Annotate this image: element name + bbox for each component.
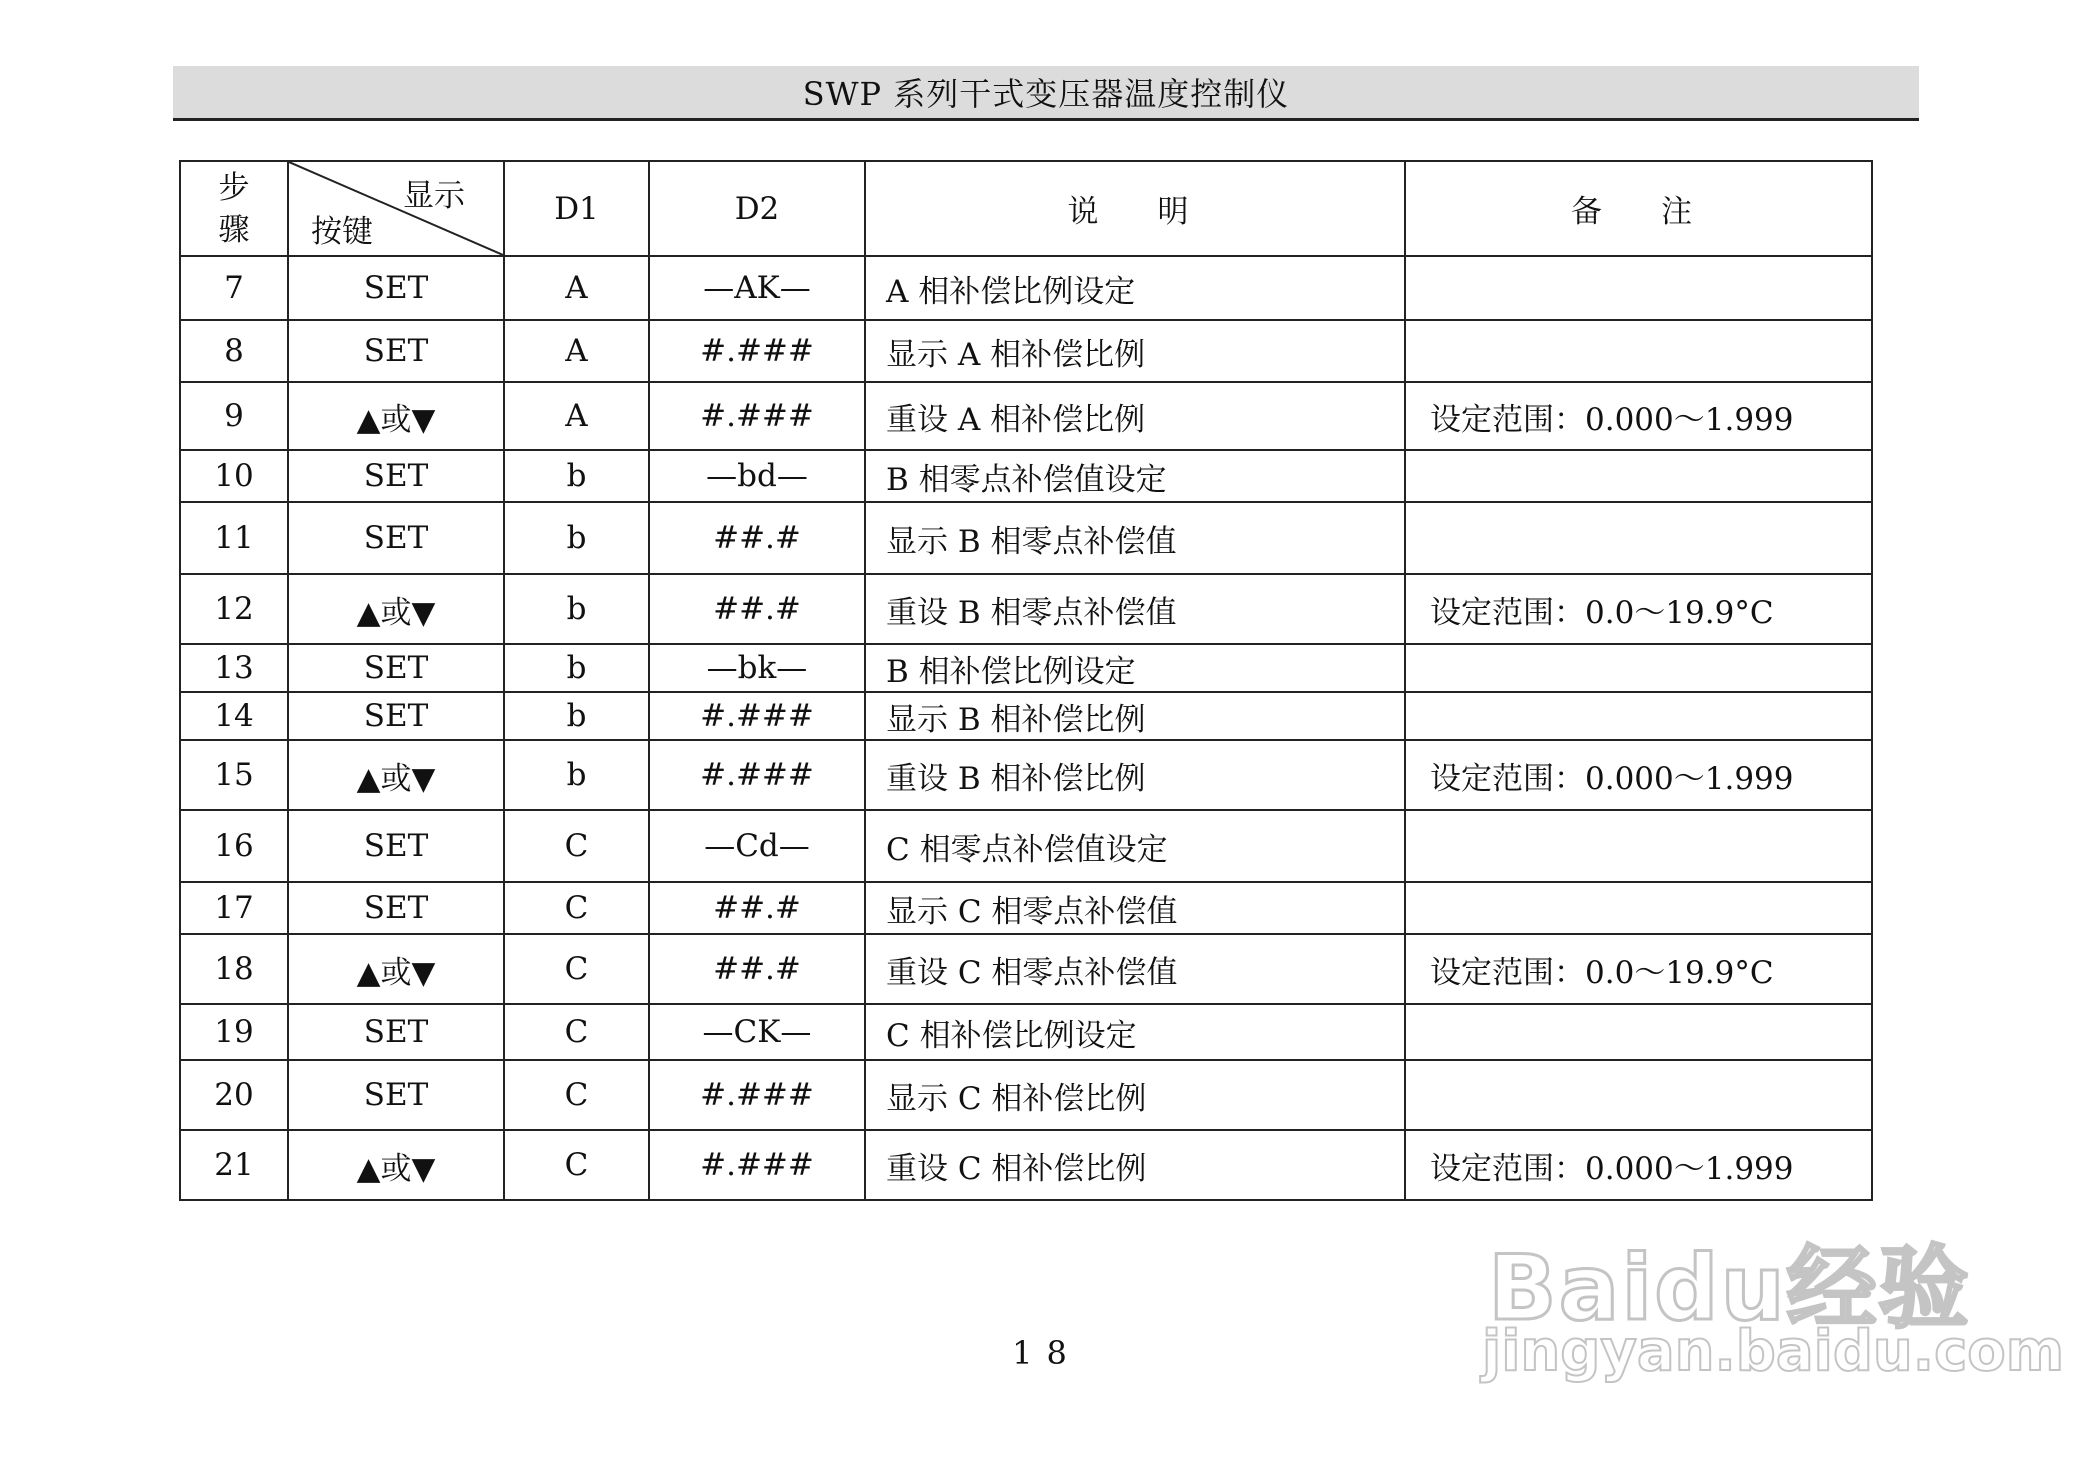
cell-note: 设定范围：0.000～1.999 — [1405, 1130, 1872, 1200]
cell-note — [1405, 502, 1872, 574]
cell-d2: ##.# — [649, 502, 865, 574]
cell-key: SET — [288, 1004, 504, 1060]
cell-d2: ##.# — [649, 882, 865, 934]
cell-d2: —Cd— — [649, 810, 865, 882]
table-row — [180, 1060, 1872, 1130]
cell-d1: b — [504, 450, 649, 502]
cell-key: ▲或▼ — [288, 1130, 504, 1200]
cell-step: 13 — [180, 644, 288, 692]
cell-d1: C — [504, 1130, 649, 1200]
cell-note — [1405, 320, 1872, 382]
cell-note — [1405, 450, 1872, 502]
cell-d2: ##.# — [649, 934, 865, 1004]
cell-d1: C — [504, 934, 649, 1004]
cell-description: 显示 A 相补偿比例 — [865, 320, 1405, 382]
cell-key: ▲或▼ — [288, 740, 504, 810]
cell-note — [1405, 256, 1872, 320]
cell-d1: A — [504, 256, 649, 320]
cell-note — [1405, 882, 1872, 934]
cell-step: 10 — [180, 450, 288, 502]
cell-d2: #.### — [649, 382, 865, 450]
cell-d1: A — [504, 320, 649, 382]
cell-d2: —AK— — [649, 256, 865, 320]
cell-description: C 相补偿比例设定 — [865, 1004, 1405, 1060]
table-row — [180, 382, 1872, 450]
cell-d2: —bk— — [649, 644, 865, 692]
cell-d2: #.### — [649, 692, 865, 740]
table-row — [180, 810, 1872, 882]
cell-d1: b — [504, 644, 649, 692]
cell-d1: b — [504, 502, 649, 574]
table-row — [180, 740, 1872, 810]
col-header-step — [180, 161, 288, 256]
cell-d1: b — [504, 692, 649, 740]
cell-step: 19 — [180, 1004, 288, 1060]
table-row — [180, 934, 1872, 1004]
key-header-label: 按键 — [311, 214, 373, 250]
cell-note: 设定范围：0.000～1.999 — [1405, 382, 1872, 450]
cell-step: 21 — [180, 1130, 288, 1200]
col-header-description: 说 明 — [865, 161, 1405, 256]
col-header-key-display — [288, 161, 504, 256]
cell-step: 14 — [180, 692, 288, 740]
cell-d2: #.### — [649, 1060, 865, 1130]
cell-note — [1405, 1060, 1872, 1130]
watermark-url: jingyan.baidu.com — [1482, 1319, 2065, 1384]
cell-key: SET — [288, 810, 504, 882]
cell-description: 显示 B 相零点补偿值 — [865, 502, 1405, 574]
cell-d2: #.### — [649, 1130, 865, 1200]
cell-step: 15 — [180, 740, 288, 810]
cell-d2: —CK— — [649, 1004, 865, 1060]
cell-note — [1405, 644, 1872, 692]
page-header — [173, 66, 1919, 121]
cell-note — [1405, 810, 1872, 882]
cell-description: 重设 C 相补偿比例 — [865, 1130, 1405, 1200]
cell-step: 12 — [180, 574, 288, 644]
cell-d2: #.### — [649, 740, 865, 810]
table-row — [180, 256, 1872, 320]
cell-d2: #.### — [649, 320, 865, 382]
cell-step: 17 — [180, 882, 288, 934]
cell-description: 重设 B 相补偿比例 — [865, 740, 1405, 810]
cell-key: SET — [288, 692, 504, 740]
cell-key: ▲或▼ — [288, 574, 504, 644]
cell-note: 设定范围：0.000～1.999 — [1405, 740, 1872, 810]
cell-note: 设定范围：0.0～19.9°C — [1405, 934, 1872, 1004]
cell-key: SET — [288, 256, 504, 320]
cell-description: 重设 B 相零点补偿值 — [865, 574, 1405, 644]
cell-note — [1405, 692, 1872, 740]
cell-note: 设定范围：0.0～19.9°C — [1405, 574, 1872, 644]
cell-step: 20 — [180, 1060, 288, 1130]
cell-step: 9 — [180, 382, 288, 450]
cell-d1: C — [504, 810, 649, 882]
cell-key: ▲或▼ — [288, 382, 504, 450]
cell-step: 8 — [180, 320, 288, 382]
document-title: SWP 系列干式变压器温度控制仪 — [802, 75, 1290, 113]
cell-description: C 相零点补偿值设定 — [865, 810, 1405, 882]
page-number: 18 — [1012, 1334, 1081, 1372]
cell-key: SET — [288, 882, 504, 934]
cell-d1: A — [504, 382, 649, 450]
table-row — [180, 1004, 1872, 1060]
cell-description: B 相补偿比例设定 — [865, 644, 1405, 692]
cell-key: SET — [288, 320, 504, 382]
cell-d1: C — [504, 882, 649, 934]
col-header-d1: D1 — [504, 161, 649, 256]
cell-description: 重设 C 相零点补偿值 — [865, 934, 1405, 1004]
cell-d1: b — [504, 574, 649, 644]
cell-d1: C — [504, 1004, 649, 1060]
cell-description: B 相零点补偿值设定 — [865, 450, 1405, 502]
table-header-row — [180, 161, 1872, 256]
col-header-d2: D2 — [649, 161, 865, 256]
cell-step: 11 — [180, 502, 288, 574]
table-row — [180, 320, 1872, 382]
cell-d1: C — [504, 1060, 649, 1130]
cell-description: 显示 B 相补偿比例 — [865, 692, 1405, 740]
cell-description: A 相补偿比例设定 — [865, 256, 1405, 320]
cell-step: 18 — [180, 934, 288, 1004]
table-row — [180, 502, 1872, 574]
table-row — [180, 692, 1872, 740]
cell-key: SET — [288, 1060, 504, 1130]
table-row — [180, 574, 1872, 644]
col-header-note: 备 注 — [1405, 161, 1872, 256]
table-row — [180, 450, 1872, 502]
table-row — [180, 644, 1872, 692]
cell-key: SET — [288, 644, 504, 692]
table-body — [180, 256, 1872, 1200]
cell-d2: —bd— — [649, 450, 865, 502]
watermark-brand: Baidu经验 — [1488, 1236, 1971, 1341]
cell-key: ▲或▼ — [288, 934, 504, 1004]
cell-d1: b — [504, 740, 649, 810]
table-row — [180, 1130, 1872, 1200]
cell-note — [1405, 1004, 1872, 1060]
cell-step: 7 — [180, 256, 288, 320]
cell-key: SET — [288, 450, 504, 502]
cell-description: 显示 C 相补偿比例 — [865, 1060, 1405, 1130]
cell-step: 16 — [180, 810, 288, 882]
cell-key: SET — [288, 502, 504, 574]
settings-steps-table — [179, 160, 1873, 1201]
step-header-label: 步骤 — [218, 169, 250, 248]
cell-d2: ##.# — [649, 574, 865, 644]
display-header-label: 显示 — [403, 178, 465, 214]
cell-description: 显示 C 相零点补偿值 — [865, 882, 1405, 934]
table-row — [180, 882, 1872, 934]
cell-description: 重设 A 相补偿比例 — [865, 382, 1405, 450]
